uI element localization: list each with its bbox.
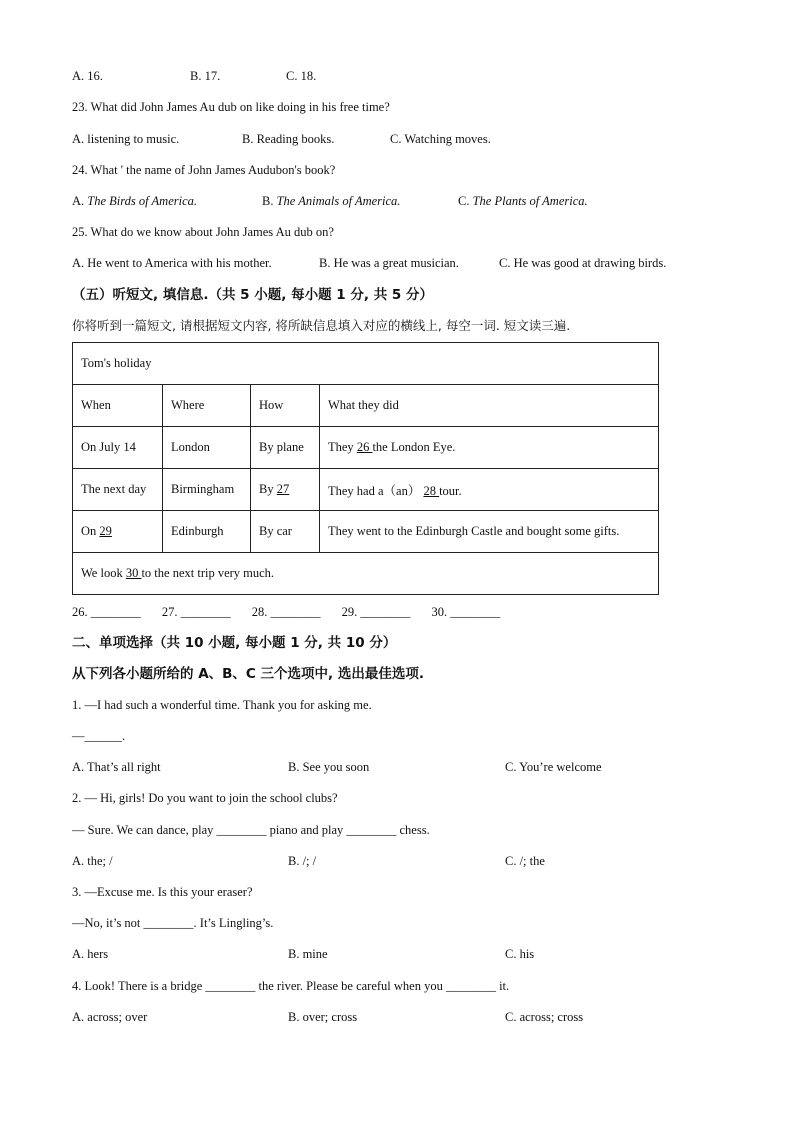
cell-what-they-did: They went to the Edinburgh Castle and bought some gifts. <box>320 511 659 553</box>
q24-option-c: C. The Plants of America. <box>458 194 588 208</box>
q2-option-a: A. the; / <box>72 854 113 868</box>
q1-option-c: C. You’re welcome <box>505 760 602 774</box>
table-footer-row <box>73 553 659 595</box>
section5-instruction: 你将听到一篇短文, 请根据短文内容, 将所缺信息填入对应的横线上, 每空一词. 短文读三遍. <box>72 318 571 333</box>
table-row <box>73 427 659 469</box>
answer-blank-28[interactable]: 28. ________ <box>251 605 321 619</box>
table-header-row <box>73 385 659 427</box>
answer-blank-30[interactable]: 30. ________ <box>431 605 501 619</box>
q25-stem: 25. What do we know about John James Au dub on? <box>72 225 334 239</box>
table-footer: We look 30 to the next trip very much. <box>73 553 659 595</box>
q3-option-c: C. his <box>505 947 535 961</box>
part2-title: 二、单项选择（共 10 小题, 每小题 1 分, 共 10 分） <box>72 635 397 651</box>
cell-where: Birmingham <box>163 469 251 511</box>
q3-line1: 3. —Excuse me. Is this your eraser? <box>72 885 253 899</box>
cell-what-they-did: They 26 the London Eye. <box>320 427 659 469</box>
blank-27[interactable]: 27 <box>276 482 290 496</box>
answer-blank-26[interactable]: 26. ________ <box>72 605 141 619</box>
q23-option-c: C. Watching moves. <box>390 132 491 146</box>
blank-30[interactable]: 30 <box>125 566 142 580</box>
table-title: Tom's holiday <box>73 343 659 385</box>
q4-option-a: A. across; over <box>72 1010 148 1024</box>
q24-stem: 24. What ' the name of John James Audubon's book? <box>72 163 336 177</box>
q3-option-b: B. mine <box>288 947 328 961</box>
cell-where: London <box>163 427 251 469</box>
q23-option-b: B. Reading books. <box>242 132 335 146</box>
q4-option-b: B. over; cross <box>288 1010 358 1024</box>
q25-option-b: B. He was a great musician. <box>319 256 459 270</box>
q25-option-c: C. He was good at drawing birds. <box>499 256 667 270</box>
q24-option-a: A. The Birds of America. <box>72 194 197 208</box>
section5-title: （五）听短文, 填信息.（共 5 小题, 每小题 1 分, 共 5 分） <box>72 287 433 303</box>
q25-option-a: A. He went to America with his mother. <box>72 256 272 270</box>
q1-line1: 1. —I had such a wonderful time. Thank you for asking me. <box>72 698 372 712</box>
q4-line1: 4. Look! There is a bridge ________ the river. Please be careful when you ________ it. <box>72 979 510 993</box>
cell-when: On July 14 <box>73 427 163 469</box>
answer-blanks <box>72 604 518 620</box>
cell-what-they-did: They had a（an） 28 tour. <box>320 469 659 511</box>
q2-option-c: C. /; the <box>505 854 545 868</box>
blank-28[interactable]: 28 <box>423 483 440 498</box>
q1-option-a: A. That’s all right <box>72 760 161 774</box>
cell-how: By plane <box>251 427 320 469</box>
header-what-they-did: What they did <box>320 385 659 427</box>
q23-option-a: A. listening to music. <box>72 132 180 146</box>
q23-stem: 23. What did John James Au dub on like doing in his free time? <box>72 100 390 114</box>
q1-option-b: B. See you soon <box>288 760 370 774</box>
table-row <box>73 511 659 553</box>
cell-when: On 29 <box>73 511 163 553</box>
q22-option-c: C. 18. <box>286 69 317 83</box>
answer-blank-27[interactable]: 27. ________ <box>161 605 231 619</box>
info-table <box>72 342 659 595</box>
q22-option-b: B. 17. <box>190 69 221 83</box>
table-row <box>73 469 659 511</box>
table-title-row <box>73 343 659 385</box>
q2-option-b: B. /; / <box>288 854 317 868</box>
blank-26[interactable]: 26 <box>356 440 373 454</box>
q1-line2: —______. <box>72 729 126 743</box>
q3-option-a: A. hers <box>72 947 109 961</box>
cell-how: By car <box>251 511 320 553</box>
cell-where: Edinburgh <box>163 511 251 553</box>
answer-blank-29[interactable]: 29. ________ <box>341 605 411 619</box>
blank-29[interactable]: 29 <box>99 524 112 538</box>
q3-line2: —No, it’s not ________. It’s Lingling’s. <box>72 916 274 930</box>
cell-when: The next day <box>73 469 163 511</box>
q24-option-b: B. The Animals of America. <box>262 194 401 208</box>
q2-line2: — Sure. We can dance, play ________ piano and play ________ chess. <box>72 823 430 837</box>
header-when: When <box>73 385 163 427</box>
part2-instruction: 从下列各小题所给的 A、B、C 三个选项中, 选出最佳选项. <box>72 666 425 682</box>
header-where: Where <box>163 385 251 427</box>
q22-option-a: A. 16. <box>72 69 103 83</box>
cell-how: By 27 <box>251 469 320 511</box>
header-how: How <box>251 385 320 427</box>
q2-line1: 2. — Hi, girls! Do you want to join the school clubs? <box>72 791 338 805</box>
q4-option-c: C. across; cross <box>505 1010 584 1024</box>
